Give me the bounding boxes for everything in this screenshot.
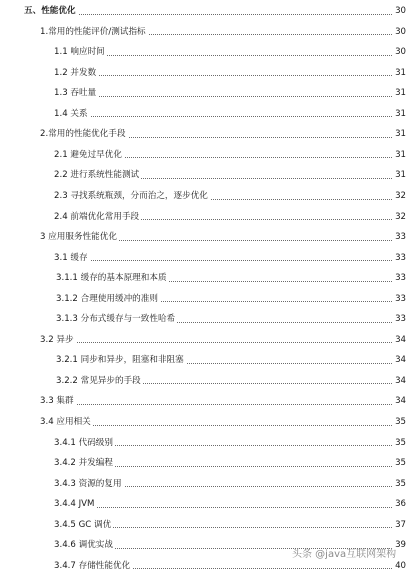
toc-entry-page: 33 (392, 311, 406, 327)
toc-entry-title: 3.3 集群 (40, 393, 76, 409)
toc-entry-title: 3.4.1 代码级别 (54, 435, 115, 451)
toc-entry-page: 36 (392, 496, 406, 512)
toc-entry-title: 3.1 缓存 (54, 250, 90, 266)
toc-entry-title: 3.4.4 JVM (54, 496, 96, 512)
toc-dot-leader (54, 507, 392, 508)
toc-entry[interactable] (0, 126, 418, 142)
toc-entry-page: 37 (392, 517, 406, 533)
toc-entry[interactable] (0, 517, 418, 533)
toc-dot-leader (40, 404, 392, 405)
toc-entry-page: 31 (392, 106, 406, 122)
toc-entry-title: 3.4.7 存储性能优化 (54, 558, 132, 574)
toc-entry-title: 1.1 响应时间 (54, 44, 107, 60)
toc-entry-page: 33 (392, 291, 406, 307)
toc-entry-page: 31 (392, 126, 406, 142)
toc-entry-title: 2.1 避免过早优化 (54, 147, 124, 163)
toc-entry-page: 31 (392, 167, 406, 183)
toc-entry-page: 34 (392, 332, 406, 348)
toc-entry-page: 33 (392, 229, 406, 245)
toc-entry[interactable] (0, 167, 418, 183)
toc-entry-page: 33 (392, 250, 406, 266)
toc-entry[interactable] (0, 373, 418, 389)
toc-entry-title: 2.2 进行系统性能测试 (54, 167, 141, 183)
toc-entry-title: 2.常用的性能优化手段 (40, 126, 128, 142)
toc-entry-title: 1.3 吞吐量 (54, 85, 98, 101)
toc-entry-title: 3.4.2 并发编程 (54, 455, 115, 471)
toc-entry-title: 3.4.6 调优实战 (54, 537, 115, 553)
toc-entry-title: 1.常用的性能评价/测试指标 (40, 24, 148, 40)
toc-entry-title: 2.3 寻找系统瓶颈，分而治之，逐步优化 (54, 188, 210, 204)
toc-entry-title: 五、性能优化 (24, 3, 78, 19)
toc-dot-leader (54, 260, 392, 261)
toc-entry-page: 35 (392, 435, 406, 451)
toc-entry-page: 30 (392, 44, 406, 60)
toc-entry[interactable] (0, 291, 418, 307)
toc-entry-title: 3.2.2 常见异步的手段 (56, 373, 143, 389)
toc-entry-title: 3.2.1 同步和异步，阻塞和非阻塞 (56, 352, 186, 368)
toc-entry[interactable] (0, 352, 418, 368)
toc-entry-page: 32 (392, 188, 406, 204)
toc-entry-title: 3.4 应用相关 (40, 414, 93, 430)
toc-entry-title: 1.4 关系 (54, 106, 90, 122)
toc-dot-leader (40, 342, 392, 343)
toc-entry[interactable] (0, 414, 418, 430)
toc-entry-page: 35 (392, 414, 406, 430)
toc-entry-page: 35 (392, 455, 406, 471)
toc-entry-page: 30 (392, 24, 406, 40)
toc-entry-title: 3 应用服务性能优化 (40, 229, 119, 245)
toc-entry-page: 34 (392, 352, 406, 368)
toc-entry[interactable] (0, 393, 418, 409)
toc-entry-title: 3.2 异步 (40, 332, 76, 348)
watermark: 头条 @java互联网架构 (292, 549, 397, 560)
toc-entry[interactable] (0, 476, 418, 492)
toc-entry[interactable] (0, 209, 418, 225)
toc-entry-page: 31 (392, 65, 406, 81)
toc-entry-page: 30 (392, 3, 406, 19)
toc-entry-title: 3.1.2 合理使用缓冲的准则 (56, 291, 160, 307)
toc-entry-page: 34 (392, 393, 406, 409)
toc-entry[interactable] (0, 311, 418, 327)
toc-entry[interactable] (0, 65, 418, 81)
toc-entry[interactable] (0, 106, 418, 122)
toc-entry[interactable] (0, 496, 418, 512)
toc-entry-title: 3.1.3 分布式缓存与一致性哈希 (56, 311, 177, 327)
toc-entry[interactable] (0, 24, 418, 40)
toc-entry-page: 31 (392, 147, 406, 163)
toc-entry-page: 40 (392, 558, 406, 574)
toc-entry-page: 39 (392, 537, 406, 553)
toc-entry-page: 33 (392, 270, 406, 286)
toc-entry[interactable] (0, 270, 418, 286)
toc-entry[interactable] (0, 44, 418, 60)
toc-entry[interactable] (0, 435, 418, 451)
toc-dot-leader (54, 75, 392, 76)
toc-entry[interactable] (0, 455, 418, 471)
toc-entry-page: 35 (392, 476, 406, 492)
toc-entry-title: 3.4.5 GC 调优 (54, 517, 113, 533)
toc-entry-page: 32 (392, 209, 406, 225)
toc-entry[interactable] (0, 85, 418, 101)
toc-entry[interactable] (0, 332, 418, 348)
toc-dot-leader (54, 116, 392, 117)
toc-entry-page: 34 (392, 373, 406, 389)
toc-entry[interactable] (0, 147, 418, 163)
toc-entry[interactable] (0, 250, 418, 266)
toc-entry-title: 3.4.3 资源的复用 (54, 476, 124, 492)
toc-entry-title: 3.1.1 缓存的基本原理和本质 (56, 270, 169, 286)
toc-entry-page: 31 (392, 85, 406, 101)
toc-entry[interactable] (0, 3, 418, 19)
toc-dot-leader (40, 425, 392, 426)
toc-entry[interactable] (0, 229, 418, 245)
toc-entry-title: 1.2 并发数 (54, 65, 98, 81)
toc-entry[interactable] (0, 188, 418, 204)
toc-entry-title: 2.4 前端优化常用手段 (54, 209, 141, 225)
toc-dot-leader (54, 96, 392, 97)
toc-dot-leader (24, 14, 392, 15)
